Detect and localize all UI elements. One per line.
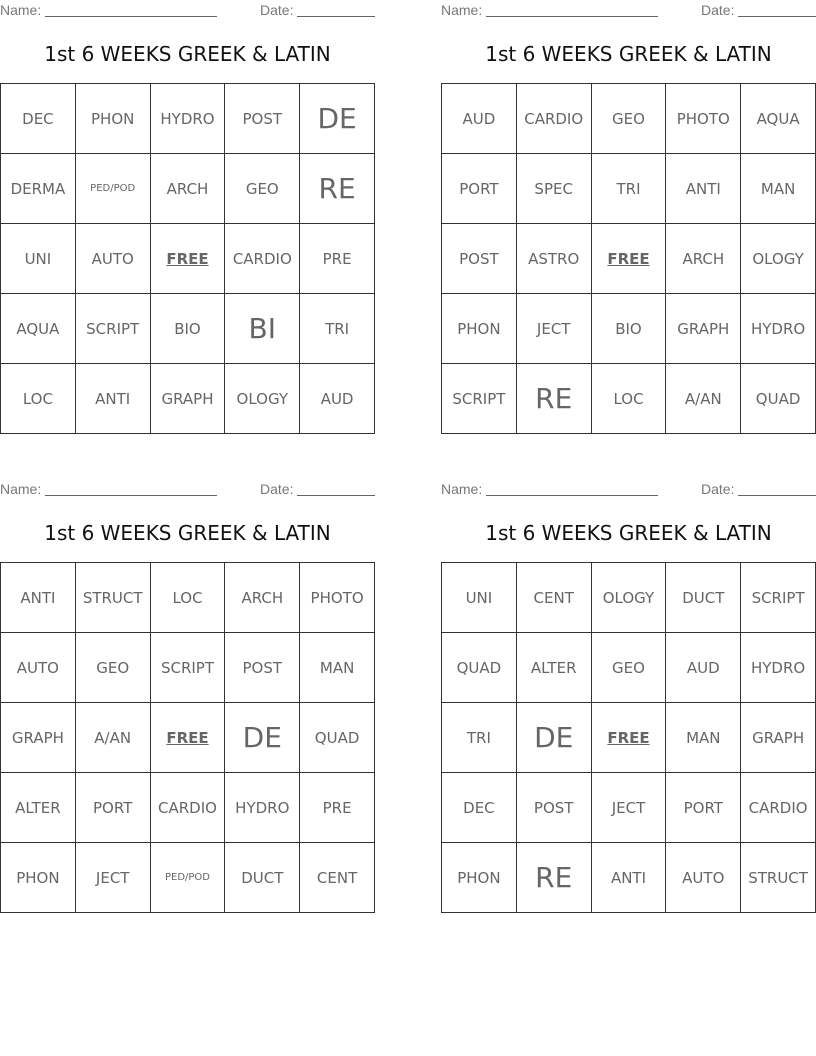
bingo-cell: PORT xyxy=(76,773,151,843)
bingo-cell: PORT xyxy=(666,773,741,843)
bingo-cell: AQUA xyxy=(741,84,816,154)
bingo-cell: JECT xyxy=(76,843,151,913)
bingo-cell: PHON xyxy=(1,843,76,913)
bingo-cell: CENT xyxy=(517,563,592,633)
bingo-cell: ANTI xyxy=(1,563,76,633)
free-space-cell: FREE xyxy=(151,224,226,294)
bingo-cell: A/AN xyxy=(76,703,151,773)
bingo-card-4 xyxy=(441,479,816,914)
bingo-cell: PRE xyxy=(300,773,375,843)
bingo-grid xyxy=(441,83,816,434)
bingo-cell: AUTO xyxy=(1,633,76,703)
bingo-cell: ARCH xyxy=(225,563,300,633)
date-line xyxy=(297,495,375,496)
name-label: Name: xyxy=(441,2,483,18)
bingo-cell: CARDIO xyxy=(225,224,300,294)
bingo-cell: RE xyxy=(300,154,375,224)
bingo-cell: PHON xyxy=(442,843,517,913)
bingo-cell: TRI xyxy=(442,703,517,773)
bingo-cell: ALTER xyxy=(1,773,76,843)
bingo-cell: CARDIO xyxy=(517,84,592,154)
bingo-cell: PED/POD xyxy=(151,843,226,913)
bingo-cell: STRUCT xyxy=(76,563,151,633)
bingo-grid xyxy=(441,562,816,913)
bingo-cell: GRAPH xyxy=(666,294,741,364)
bingo-cell: GEO xyxy=(592,84,667,154)
bingo-cell: DE xyxy=(225,703,300,773)
date-line xyxy=(738,16,816,17)
bingo-cell: UNI xyxy=(442,563,517,633)
bingo-cell: AUD xyxy=(666,633,741,703)
bingo-cell: ASTRO xyxy=(517,224,592,294)
bingo-cell: AUTO xyxy=(666,843,741,913)
bingo-cell: A/AN xyxy=(666,364,741,434)
bingo-cell: MAN xyxy=(300,633,375,703)
bingo-cell: DUCT xyxy=(666,563,741,633)
bingo-grid xyxy=(0,562,375,913)
bingo-cell: ANTI xyxy=(666,154,741,224)
bingo-cell: GRAPH xyxy=(741,703,816,773)
bingo-cell: AUD xyxy=(442,84,517,154)
card-header xyxy=(441,2,816,20)
bingo-cell: LOC xyxy=(1,364,76,434)
bingo-cell: LOC xyxy=(592,364,667,434)
name-line xyxy=(486,495,658,496)
bingo-cell: ALTER xyxy=(517,633,592,703)
name-line xyxy=(486,16,658,17)
bingo-cell: SPEC xyxy=(517,154,592,224)
bingo-cell: POST xyxy=(517,773,592,843)
date-line xyxy=(738,495,816,496)
bingo-cell: DEC xyxy=(442,773,517,843)
bingo-cell: ARCH xyxy=(151,154,226,224)
date-line xyxy=(297,16,375,17)
name-label: Name: xyxy=(441,481,483,497)
bingo-cell: QUAD xyxy=(300,703,375,773)
bingo-cell: POST xyxy=(225,84,300,154)
bingo-cell: QUAD xyxy=(741,364,816,434)
name-label: Name: xyxy=(0,481,42,497)
bingo-cell: JECT xyxy=(592,773,667,843)
card-header xyxy=(0,481,375,499)
bingo-cell: DE xyxy=(517,703,592,773)
bingo-card-2 xyxy=(441,0,816,435)
bingo-cell: POST xyxy=(225,633,300,703)
bingo-cell: BI xyxy=(225,294,300,364)
name-label: Name: xyxy=(0,2,42,18)
card-title: 1st 6 WEEKS GREEK & LATIN xyxy=(485,42,772,66)
bingo-cell: DUCT xyxy=(225,843,300,913)
bingo-cell: PHOTO xyxy=(300,563,375,633)
bingo-cell: SCRIPT xyxy=(442,364,517,434)
bingo-grid xyxy=(0,83,375,434)
bingo-cell: RE xyxy=(517,843,592,913)
card-title: 1st 6 WEEKS GREEK & LATIN xyxy=(44,521,331,545)
bingo-cell: DE xyxy=(300,84,375,154)
bingo-cell: AUTO xyxy=(76,224,151,294)
bingo-cell: GEO xyxy=(225,154,300,224)
bingo-cell: PHON xyxy=(76,84,151,154)
bingo-cell: CARDIO xyxy=(151,773,226,843)
card-header xyxy=(0,2,375,20)
bingo-cell: DERMA xyxy=(1,154,76,224)
bingo-cell: POST xyxy=(442,224,517,294)
name-line xyxy=(45,16,217,17)
bingo-cell: HYDRO xyxy=(225,773,300,843)
bingo-cell: QUAD xyxy=(442,633,517,703)
bingo-card-1 xyxy=(0,0,375,435)
bingo-cell: OLOGY xyxy=(225,364,300,434)
bingo-cell: MAN xyxy=(741,154,816,224)
bingo-cell: OLOGY xyxy=(592,563,667,633)
bingo-cell: PORT xyxy=(442,154,517,224)
bingo-cell: AQUA xyxy=(1,294,76,364)
bingo-cell: TRI xyxy=(592,154,667,224)
bingo-cell: BIO xyxy=(592,294,667,364)
bingo-cell: CENT xyxy=(300,843,375,913)
bingo-cell: UNI xyxy=(1,224,76,294)
card-title: 1st 6 WEEKS GREEK & LATIN xyxy=(44,42,331,66)
date-label: Date: xyxy=(260,481,294,497)
bingo-cell: GEO xyxy=(592,633,667,703)
bingo-cell: DEC xyxy=(1,84,76,154)
bingo-cell: CARDIO xyxy=(741,773,816,843)
bingo-cell: TRI xyxy=(300,294,375,364)
free-space-cell: FREE xyxy=(592,224,667,294)
bingo-cell: MAN xyxy=(666,703,741,773)
card-title: 1st 6 WEEKS GREEK & LATIN xyxy=(485,521,772,545)
bingo-cell: BIO xyxy=(151,294,226,364)
bingo-cell: RE xyxy=(517,364,592,434)
date-label: Date: xyxy=(701,2,735,18)
card-header xyxy=(441,481,816,499)
bingo-cell: ANTI xyxy=(592,843,667,913)
bingo-cell: SCRIPT xyxy=(151,633,226,703)
bingo-cell: LOC xyxy=(151,563,226,633)
date-label: Date: xyxy=(260,2,294,18)
bingo-cell: ANTI xyxy=(76,364,151,434)
bingo-cell: HYDRO xyxy=(741,633,816,703)
free-space-cell: FREE xyxy=(151,703,226,773)
bingo-cell: OLOGY xyxy=(741,224,816,294)
name-line xyxy=(45,495,217,496)
bingo-cell: GRAPH xyxy=(1,703,76,773)
bingo-cell: GEO xyxy=(76,633,151,703)
free-space-cell: FREE xyxy=(592,703,667,773)
bingo-cell: ARCH xyxy=(666,224,741,294)
bingo-cell: PED/POD xyxy=(76,154,151,224)
bingo-cell: PHON xyxy=(442,294,517,364)
bingo-cell: PRE xyxy=(300,224,375,294)
date-label: Date: xyxy=(701,481,735,497)
bingo-cell: AUD xyxy=(300,364,375,434)
bingo-cell: PHOTO xyxy=(666,84,741,154)
bingo-cell: SCRIPT xyxy=(76,294,151,364)
bingo-cell: HYDRO xyxy=(741,294,816,364)
bingo-cell: GRAPH xyxy=(151,364,226,434)
bingo-cell: SCRIPT xyxy=(741,563,816,633)
bingo-cell: STRUCT xyxy=(741,843,816,913)
bingo-cell: HYDRO xyxy=(151,84,226,154)
bingo-cell: JECT xyxy=(517,294,592,364)
bingo-card-3 xyxy=(0,479,375,914)
